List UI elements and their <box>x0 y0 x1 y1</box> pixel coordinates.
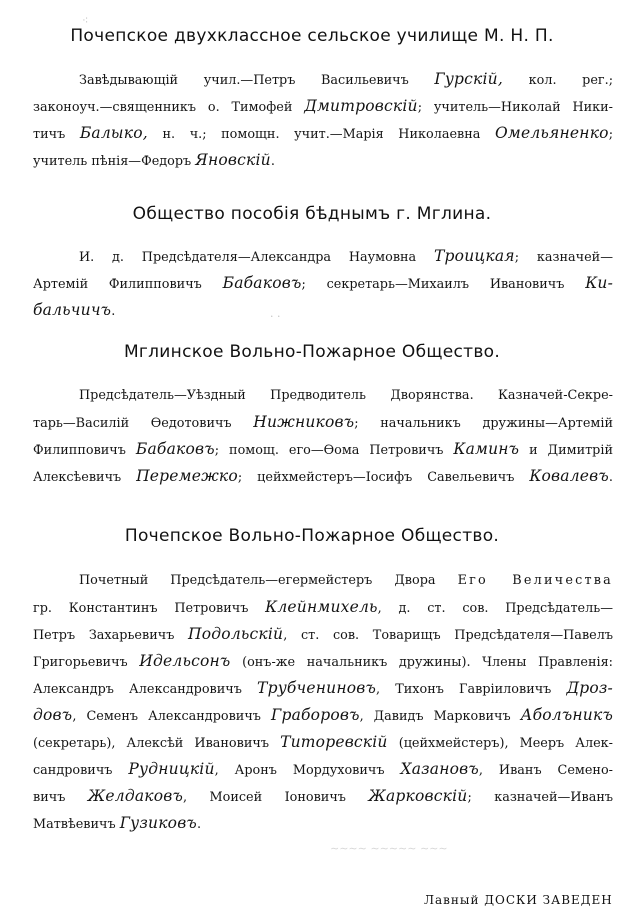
text-line: Алексѣевичъ Перемежко; цейхмейстеръ—Іосифъ Савельевичъ Ковалевъ. <box>33 467 613 485</box>
text-line: Филипповичъ Бабаковъ; помощ. его—Ѳома Петровичъ Каминъ и Димитрій <box>33 440 613 458</box>
text-line: Завѣдывающій учил.—Петръ Васильевичъ Гурскій, кол. рег.; <box>79 70 613 88</box>
section-title-poor-relief-society: Общество пособія бѣднымъ г. Мглина. <box>132 204 492 224</box>
text-line: Предсѣдатель—Уѣздный Предводитель Дворянства. Казначей-Секре- <box>79 388 613 403</box>
bleed-through-mark: ⁖ <box>82 14 89 27</box>
paragraph-pochep-fire-society <box>33 567 613 837</box>
text-line: Почетный Предсѣдатель—егермейстеръ Двора Его Величества <box>79 573 613 588</box>
text-line: вичъ Желдаковъ, Моисей Іоновичъ Жарковскій; казначей—Иванъ <box>33 787 613 805</box>
text-line: Александръ Александровичъ Трубчениновъ, Тихонъ Гавріиловичъ Дроз- <box>33 679 613 697</box>
section-title-pochep-school: Почепское двухклассное сельское училище М. Н. П. <box>70 26 554 46</box>
text-line: учитель пѣнія—Федоръ Яновскій. <box>33 151 275 169</box>
paragraph-pochep-school <box>33 66 613 174</box>
text-line: гр. Константинъ Петровичъ Клейнмихель, д. ст. сов. Предсѣдатель— <box>33 598 613 616</box>
text-line: тарь—Василій Ѳедотовичъ Нижниковъ; начальникъ дружины—Артемій <box>33 413 613 431</box>
text-line: И. д. Предсѣдателя—Александра Наумовна Троицкая; казначей— <box>79 247 613 265</box>
text-line: Петръ Захарьевичъ Подольскій, ст. сов. Товарищъ Предсѣдателя—Павелъ <box>33 625 613 643</box>
text-line: Артемій Филипповичъ Бабаковъ; секретарь—Михаилъ Ивановичъ Ки- <box>33 274 613 292</box>
text-line: бальчичъ. <box>33 301 116 319</box>
text-line: тичъ Балыко, н. ч.; помощн. учит.—Марія Николаевна Омельяненко; <box>33 124 613 142</box>
paragraph-poor-relief-society <box>33 243 613 324</box>
next-page-fragment: Лавный ДОСКИ ЗАВЕДЕН <box>424 893 613 907</box>
section-title-mglin-fire-society: Мглинское Вольно-Пожарное Общество. <box>123 342 501 362</box>
text-line: законоуч.—священникъ о. Тимофей Дмитровскій; учитель—Николай Ники- <box>33 97 613 115</box>
paragraph-mglin-fire-society <box>33 382 613 490</box>
bleed-through-mark: ∼∼∼∼ ∼∼∼∼∼ ∼∼∼ <box>330 842 448 855</box>
text-line: довъ, Семенъ Александровичъ Граборовъ, Давидъ Марковичъ Аболъникъ <box>33 706 613 724</box>
text-line: Григорьевичъ Идельсонъ (онъ-же начальникъ дружины). Члены Правленія: <box>33 652 613 670</box>
bleed-through-mark: · · <box>270 310 281 323</box>
section-title-pochep-fire-society: Почепское Вольно-Пожарное Общество. <box>124 526 500 546</box>
text-line: сандровичъ Рудницкій, Аронъ Мордуховичъ Хазановъ, Иванъ Семено- <box>33 760 613 778</box>
text-line: Матвѣевичъ Гузиковъ. <box>33 814 202 832</box>
text-line: (секретарь), Алексѣй Ивановичъ Титоревскій (цейхмейстеръ), Мееръ Алек- <box>33 733 613 751</box>
